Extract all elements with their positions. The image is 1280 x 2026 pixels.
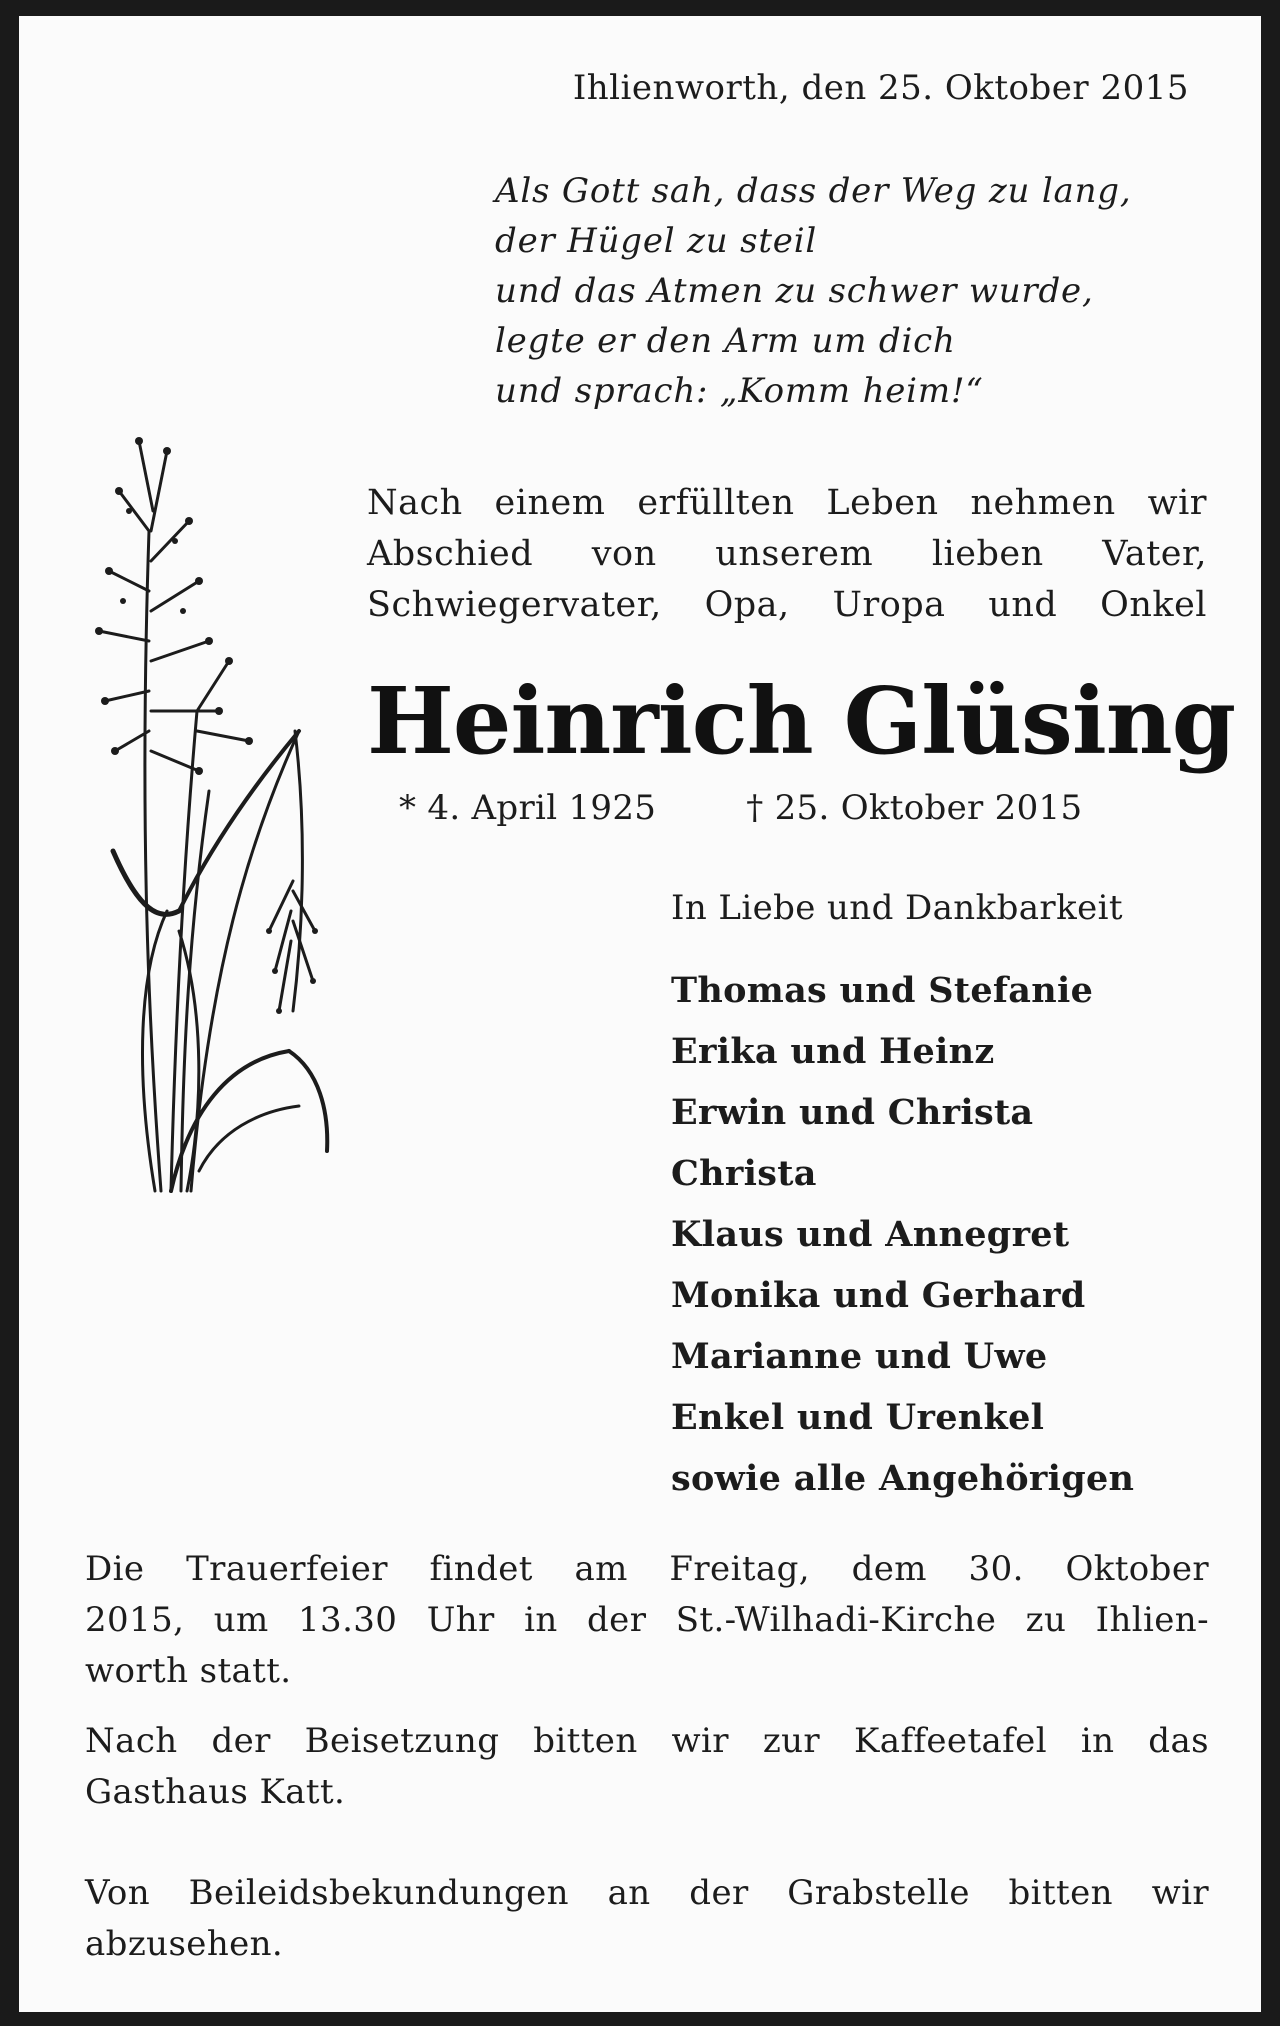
obituary-card [19, 16, 1261, 2012]
mourners-list [671, 960, 1134, 1509]
funeral-line: Die Trauerfeier findet am Freitag, dem 30. Oktober [85, 1549, 1209, 1589]
condolence-line: Von Beileidsbekundungen an der Grabstelle bitten wir [85, 1873, 1209, 1913]
poem-line: und das Atmen zu schwer wurde, [495, 271, 1094, 311]
mourner-item: Erwin und Christa [671, 1092, 1034, 1133]
poem-line: Als Gott sah, dass der Weg zu lang, [495, 171, 1132, 211]
condolence-line: abzusehen. [85, 1924, 284, 1964]
poem-line: und sprach: „Komm heim!“ [495, 371, 984, 411]
mourner-item: Monika und Gerhard [671, 1275, 1086, 1316]
place-date: Ihlienworth, den 25. Oktober 2015 [572, 68, 1189, 108]
funeral-line: 2015, um 13.30 Uhr in der St.-Wilhadi-Kirche zu Ihlien- [85, 1600, 1209, 1640]
condolence-note [85, 1868, 1209, 1970]
intro-line: Nach einem erfüllten Leben nehmen wir [367, 483, 1207, 523]
funeral-line: worth statt. [85, 1651, 292, 1691]
grass-illustration-icon [79, 411, 339, 1211]
reception-line: Gasthaus Katt. [85, 1772, 346, 1812]
intro-line: Schwiegervater, Opa, Uropa und Onkel [367, 585, 1207, 625]
mourner-item: Thomas und Stefanie [671, 970, 1094, 1011]
reception-info [85, 1716, 1209, 1818]
mourner-item: Erika und Heinz [671, 1031, 995, 1072]
birth-date: * 4. April 1925 [399, 788, 657, 828]
intro-text [367, 478, 1207, 631]
mourner-item: Christa [671, 1153, 817, 1194]
mourner-item: Klaus und Annegret [671, 1214, 1070, 1255]
reception-line: Nach der Beisetzung bitten wir zur Kaffeetafel in das [85, 1721, 1209, 1761]
poem-line: legte er den Arm um dich [495, 321, 956, 361]
mourner-item: sowie alle Angehörigen [671, 1458, 1135, 1499]
deceased-name: Heinrich Glüsing [367, 667, 1236, 775]
mourner-item: Marianne und Uwe [671, 1336, 1048, 1377]
mourner-item: Enkel und Urenkel [671, 1397, 1045, 1438]
poem-line: der Hügel zu steil [495, 221, 818, 261]
funeral-info [85, 1544, 1209, 1697]
thanks-line: In Liebe und Dankbarkeit [671, 888, 1123, 928]
poem [495, 166, 1131, 416]
intro-line: Abschied von unserem lieben Vater, [367, 534, 1207, 574]
life-dates [399, 788, 1082, 828]
death-date: † 25. Oktober 2015 [746, 788, 1083, 828]
